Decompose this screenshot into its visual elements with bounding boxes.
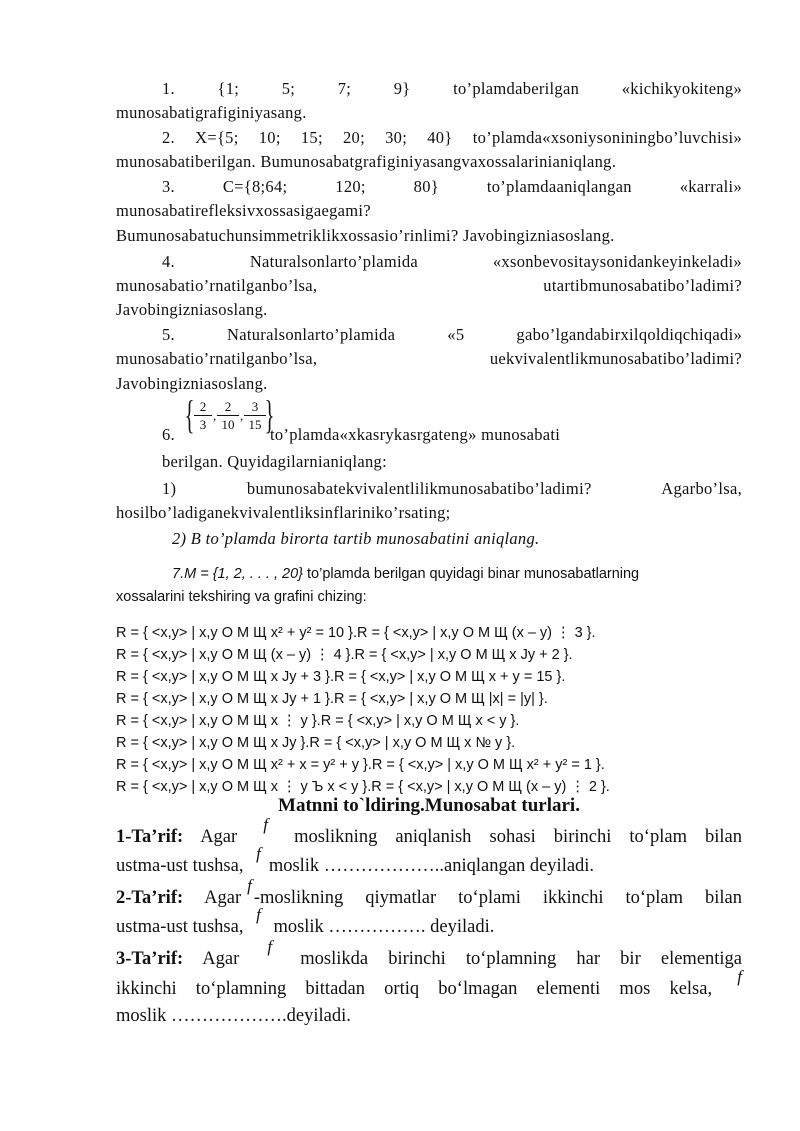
f-symbol: f: [267, 937, 273, 956]
task-3-line-2: munosabatirefleksivxossasigaegami?: [116, 201, 371, 220]
task-5-line-2: munosabatio’rnatilganbo’lsa, uekvivalentlikmunosabatibo’ladimi?: [116, 349, 742, 368]
fraction-2: [217, 398, 239, 433]
definition-1-line-1: [116, 815, 743, 848]
fraction-3-denominator: 15: [248, 417, 262, 432]
task-7-instruction: to’plamda berilgan quyidagi binar munosabatlarning: [307, 566, 640, 582]
task-6-line-1: to’plamda«xkasrykasrgateng» munosabati: [270, 425, 561, 444]
relation-row: R = { <x,y> | x,y О M Щ x² + x = y² + y }.R = { <x,y> | x,y О M Щ x² + y² = 1 }.: [116, 757, 605, 773]
relation-row: R = { <x,y> | x,y О M Щ x Јy }.R = { <x,y> | x,y О M Щ x № y }.: [116, 735, 516, 751]
relation-row: R = { <x,y> | x,y О M Щ x² + y² = 10 }.R = { <x,y> | x,y О M Щ (x – y) ⋮ 3 }.: [116, 625, 596, 641]
fraction-separator: ,: [240, 408, 244, 423]
definition-1-label: 1-Ta’rif:: [116, 827, 184, 847]
definition-1-text-b: moslikning aniqlanish sohasi birinchi to‘plam bilan: [294, 827, 743, 847]
task-7-line-2: xossalarini tekshiring va grafini chizing:: [116, 589, 367, 605]
definition-3-label: 3-Ta’rif:: [116, 949, 184, 969]
definition-1-text-a: Agar: [200, 827, 238, 847]
fraction-separator: ,: [213, 408, 217, 423]
task-1-line-1: 1. {1; 5; 7; 9} to’plamdaberilgan «kichikyokiteng»: [162, 79, 742, 98]
f-symbol: f: [256, 844, 261, 863]
definition-2-line-2: [116, 905, 742, 938]
relation-row: R = { <x,y> | x,y О M Щ x Јy + 3 }.R = { <x,y> | x,y О M Щ x + y = 15 }.: [116, 669, 566, 685]
task-6-item-1-line-1: 1) bumunosabatekvivalentlilikmunosabatibo’ladimi? Agarbo’lsa,: [162, 479, 742, 498]
task-4-line-1: 4. Naturalsonlarto’plamida «xsonbevositaysonidankeyinkeladi»: [162, 252, 742, 271]
definition-1-line-2: [116, 844, 742, 877]
definition-2-text-d: moslik ……………. deyiladi.: [273, 917, 495, 937]
left-brace: {: [184, 392, 195, 437]
fraction-set-b: [184, 392, 275, 438]
definition-3-text-a: Agar: [202, 949, 240, 969]
fraction-3: [244, 398, 266, 433]
definition-2-label: 2-Ta’rif:: [116, 888, 184, 908]
definition-3-line-2: [116, 967, 742, 1000]
f-symbol: f: [247, 876, 252, 895]
definition-3-text-b: moslikda birinchi to‘plamning har bir elementiga: [300, 949, 743, 969]
relation-row: R = { <x,y> | x,y О M Щ x Јy + 1 }.R = { <x,y> | x,y О M Щ |x| = |y| }.: [116, 691, 548, 707]
f-symbol: f: [256, 905, 261, 924]
fraction-1-numerator: 2: [194, 398, 212, 416]
section-title: Matnni to`ldiring.Munosabat turlari.: [278, 795, 580, 816]
fraction-2-denominator: 10: [221, 417, 235, 432]
definition-2-text-b: -moslikning qiymatlar to‘plami ikkinchi to‘plam bilan: [253, 888, 742, 908]
definition-3-line-1: [116, 937, 743, 970]
fraction-1-denominator: 3: [199, 417, 207, 432]
task-6-item-1-line-2: hosilbo’ladiganekvivalentliksinflariniko’rsating;: [116, 503, 451, 522]
task-5-line-1: 5. Naturalsonlarto’plamida «5 gabo’lgandabirxilqoldiqchiqadi»: [162, 325, 742, 344]
definition-3-text-c: ikkinchi to‘plamning bittadan ortiq bo‘lmagan elementi mos kelsa,: [116, 979, 713, 999]
definition-1-text-d: moslik ………………..aniqlangan deyiladi.: [268, 856, 595, 876]
task-5-line-3: Javobingizniasoslang.: [116, 374, 268, 393]
f-symbol: f: [737, 967, 742, 986]
fraction-1: [194, 398, 212, 433]
relation-row: R = { <x,y> | x,y О M Щ x ⋮ y }.R = { <x,y> | x,y О M Щ x < y }.: [116, 713, 520, 729]
relation-row: R = { <x,y> | x,y О M Щ x ⋮ y Ъ x < y }.R = { <x,y> | x,y О M Щ (x – y) ⋮ 2 }.: [116, 779, 610, 795]
task-7-set-definition: 7.M = {1, 2, . . . , 20}: [172, 566, 303, 582]
fraction-2-numerator: 2: [217, 398, 239, 416]
fraction-3-numerator: 3: [244, 398, 266, 416]
definition-3-line-3: moslik ……………….deyiladi.: [116, 1006, 351, 1026]
definition-2-text-c: ustma-ust tushsa,: [116, 917, 244, 937]
task-6-item-2: 2) B to’plamda birorta tartib munosabatini aniqlang.: [172, 529, 540, 548]
task-7-line-1: [172, 563, 742, 585]
task-2-line-2: munosabatiberilgan. Bumunosabatgrafiginiyasangvaxossalarinianiqlang.: [116, 152, 617, 171]
task-6-line-2: berilgan. Quyidagilarnianiqlang:: [162, 452, 387, 471]
task-2-line-1: 2. X={5; 10; 15; 20; 30; 40} to’plamda«xsoniysoniningbo’luvchisi»: [162, 128, 742, 147]
f-symbol: f: [263, 815, 268, 834]
relation-row: R = { <x,y> | x,y О M Щ (x – y) ⋮ 4 }.R = { <x,y> | x,y О M Щ x Јy + 2 }.: [116, 647, 573, 663]
task-6-number: 6.: [162, 425, 175, 444]
task-4-line-2: munosabatio’rnatilganbo’lsa, utartibmunosabatibo’ladimi?: [116, 276, 742, 295]
definition-2-text-a: Agar: [204, 888, 242, 908]
task-3-line-3: Bumunosabatuchunsimmetriklikxossasio’rinlimi? Javobingizniasoslang.: [116, 226, 615, 245]
right-brace: }: [264, 392, 275, 437]
definition-1-text-c: ustma-ust tushsa,: [116, 856, 244, 876]
task-1-line-2: munosabatigrafiginiyasang.: [116, 103, 307, 122]
task-3-line-1: 3. C={8;64; 120; 80} to’plamdaaniqlangan «karrali»: [162, 177, 742, 196]
definition-2-line-1: [116, 876, 742, 909]
task-4-line-3: Javobingizniasoslang.: [116, 300, 268, 319]
